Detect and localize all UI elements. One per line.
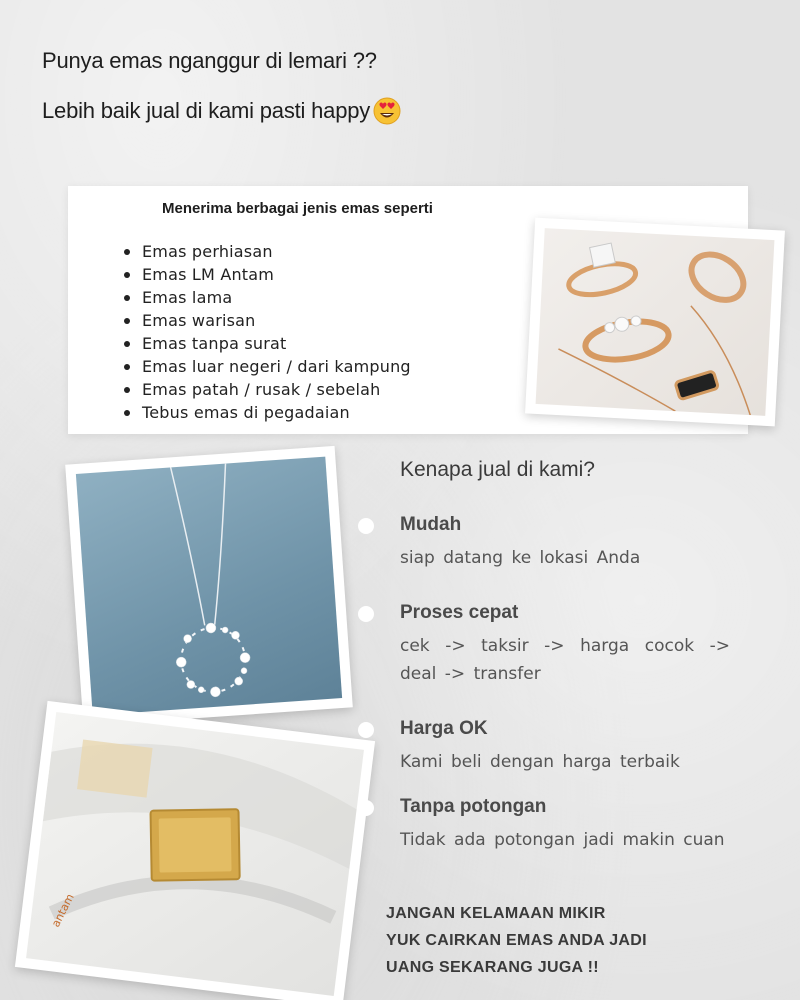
antam-gold-bar-photo <box>15 701 375 1000</box>
list-item: Emas patah / rusak / sebelah <box>124 378 411 401</box>
reason-desc: cek -> taksir -> harga cocok -> deal -> transfer <box>400 636 730 684</box>
accepted-types-list <box>124 240 411 424</box>
list-item: Emas warisan <box>124 309 411 332</box>
silver-necklace-photo <box>65 446 353 726</box>
reason-title: Mudah <box>400 514 462 535</box>
bullet-dot-icon <box>358 518 374 534</box>
list-item: Tebus emas di pegadaian <box>124 401 411 424</box>
headline-line-1: Punya emas nganggur di lemari ?? <box>42 48 377 73</box>
reason-desc: siap datang ke lokasi Anda <box>400 548 641 568</box>
reason-desc: Tidak ada potongan jadi makin cuan <box>400 830 725 850</box>
heart-eyes-emoji-icon <box>372 96 402 126</box>
reasons-heading: Kenapa jual di kami? <box>400 458 595 481</box>
bullet-dot-icon <box>358 722 374 738</box>
list-item: Emas perhiasan <box>124 240 411 263</box>
gold-rings-photo <box>525 218 785 427</box>
reason-title: Proses cepat <box>400 602 519 623</box>
list-item: Emas luar negeri / dari kampung <box>124 355 411 378</box>
accepted-types-title: Menerima berbagai jenis emas seperti <box>162 200 433 217</box>
list-item: Emas LM Antam <box>124 263 411 286</box>
antam-brand-text: antam <box>49 891 77 930</box>
list-item: Emas tanpa surat <box>124 332 411 355</box>
reason-desc: Kami beli dengan harga terbaik <box>400 752 680 772</box>
reason-title: Tanpa potongan <box>400 796 547 817</box>
cta-line-2: YUK CAIRKAN EMAS ANDA JADI <box>386 932 647 949</box>
bullet-dot-icon <box>358 800 374 816</box>
headline-line-2-text: Lebih baik jual di kami pasti happy <box>42 98 371 123</box>
reason-title: Harga OK <box>400 718 488 739</box>
cta-line-1: JANGAN KELAMAAN MIKIR <box>386 905 606 922</box>
headline-line-2 <box>42 96 402 126</box>
call-to-action <box>386 900 647 981</box>
bullet-dot-icon <box>358 606 374 622</box>
list-item: Emas lama <box>124 286 411 309</box>
cta-line-3: UANG SEKARANG JUGA !! <box>386 959 599 976</box>
